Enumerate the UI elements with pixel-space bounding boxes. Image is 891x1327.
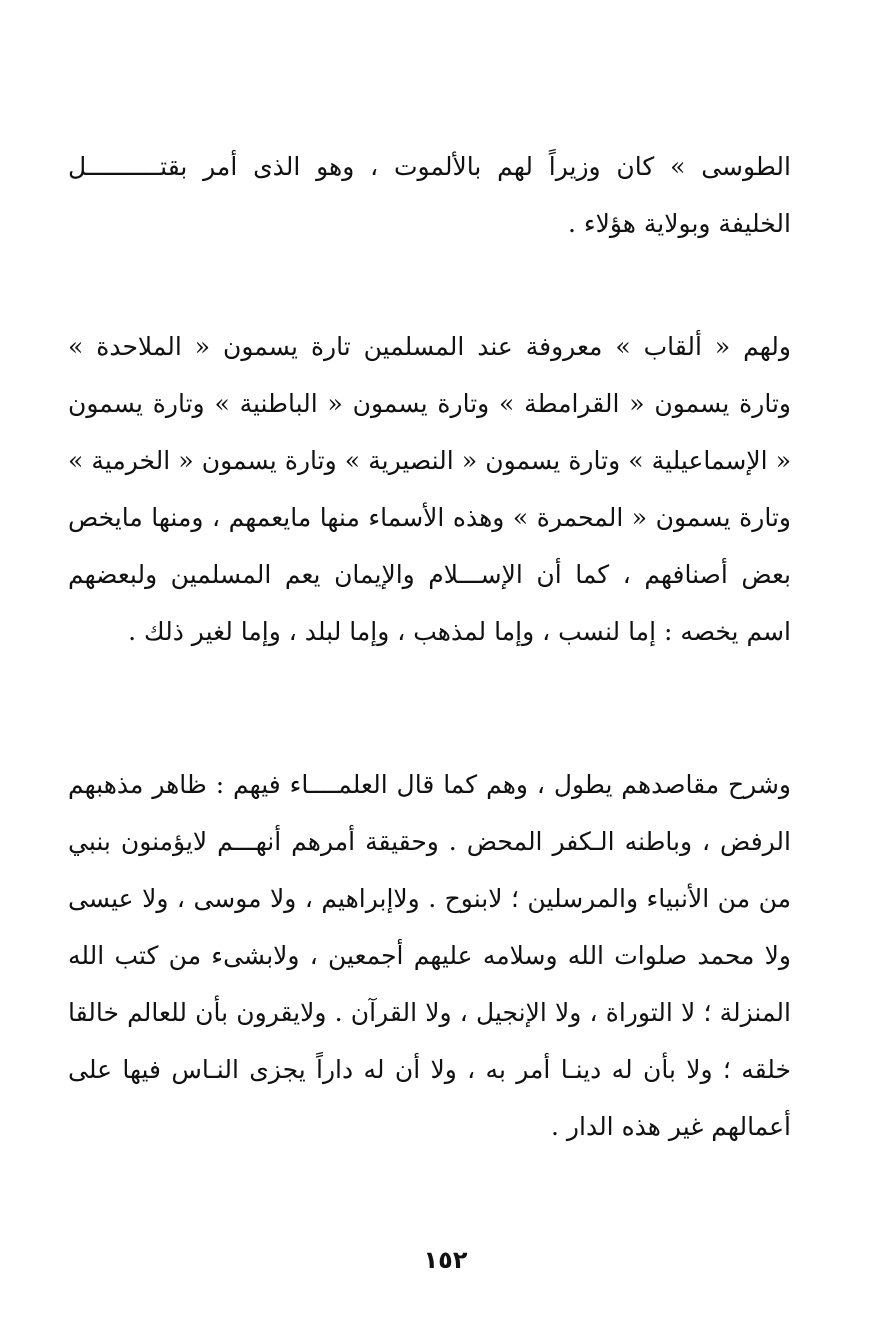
paragraph-2: ولهم « ألقاب » معروفة عند المسلمين تارة يسمون « الملاحدة » وتارة يسمون « القرامطة » وتارة يسمون « الباطنية » وتارة يسمون « الإسماعيلية » وتارة يسمون « النصيرية » وتارة يسمون « الخرمية » وتارة يسمون « المحمرة » وهذه الأسماء منها مايعمهم ، ومنها مايخص بعض أصنافهم ، كما أن الإســـلام والإيمان يعم المسلمين ولبعضهم اسم يخصه : إما لنسب ، وإما لمذهب ، وإما لبلد ، وإما لغير ذلك . (68, 332, 791, 646)
page-number: ١٥٢ (423, 1246, 468, 1274)
paragraph-3: وشرح مقاصدهم يطول ، وهم كما قال العلمــــاء فيهم : ظاهر مذهبهم الرفض ، وباطنه الـكفر المحض . وحقيقة أمرهم أنهـــم لايؤمنون بنبي من من الأنبياء والمرسلين ؛ لابنوح . ولاإبراهيم ، ولا موسى ، ولا عيسى ولا محمد صلوات الله وسلامه عليهم أجمعين ، ولابشىء من كتب الله المنزلة ؛ لا التوراة ، ولا الإنجيل ، ولا القرآن . ولايقرون بأن للعالم خالقا خلقه ؛ ولا بأن له دينـا أمر به ، ولا أن له داراً يجزى النـاس فيها على أعمالهم غير هذه الدار . (68, 770, 791, 1141)
paragraph-1: الطوسى » كان وزيراً لهم بالألموت ، وهو الذى أمر بقتــــــــــل الخليفة وبولاية هؤلاء . (68, 152, 791, 238)
